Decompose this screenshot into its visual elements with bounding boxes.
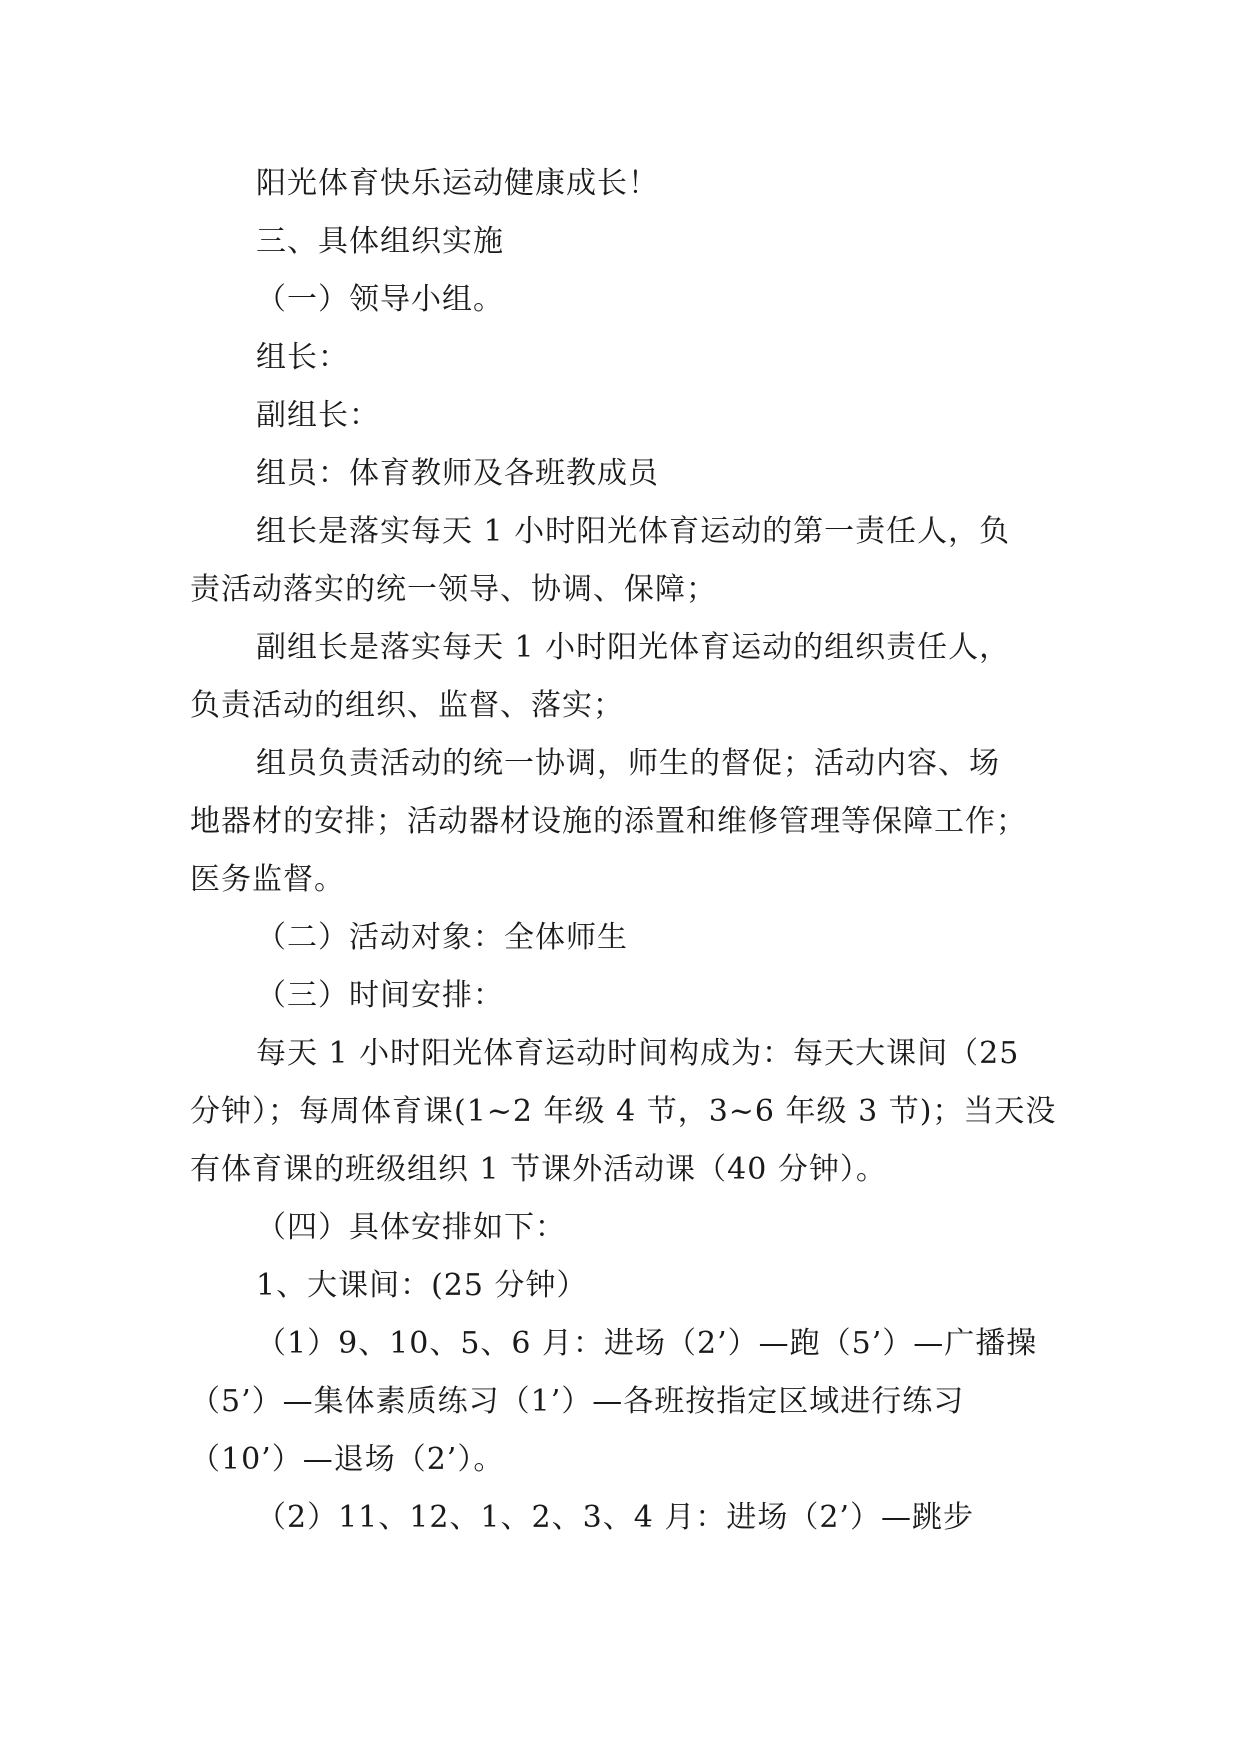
text-line: 组长： [256, 340, 349, 375]
text-line: 有体育课的班级组织 1 节课外活动课（40 分钟）。 [190, 1152, 887, 1187]
text-line: 医务监督。 [190, 862, 345, 897]
text-line: （二）活动对象：全体师生 [256, 920, 628, 955]
text-line: 副组长是落实每天 1 小时阳光体育运动的组织责任人， [256, 630, 1011, 665]
text-line: （三）时间安排： [256, 978, 504, 1013]
text-line: （一）领导小组。 [256, 282, 504, 317]
text-line: （四）具体安排如下： [256, 1210, 566, 1245]
text-line: 地器材的安排；活动器材设施的添置和维修管理等保障工作； [190, 804, 1027, 839]
document-body [190, 155, 1057, 1547]
text-line: 组员：体育教师及各班教成员 [256, 456, 659, 491]
text-line: 阳光体育快乐运动健康成长！ [256, 166, 659, 201]
text-line: （5’）—集体素质练习（1’）—各班按指定区域进行练习 [190, 1384, 965, 1419]
text-line: （2）11、12、1、2、3、4 月：进场（2’）—跳步 [256, 1500, 974, 1535]
text-line: 副组长： [256, 398, 380, 433]
text-line: 责活动落实的统一领导、协调、保障； [190, 572, 717, 607]
text-line: 组员负责活动的统一协调，师生的督促；活动内容、场 [256, 746, 1000, 781]
text-line: 组长是落实每天 1 小时阳光体育运动的第一责任人，负 [256, 514, 1011, 549]
text-line: 每天 1 小时阳光体育运动时间构成为：每天大课间（25 [256, 1036, 1020, 1071]
text-line: （10’）—退场（2’）。 [190, 1442, 505, 1477]
text-line: 1、大课间：(25 分钟） [256, 1268, 588, 1303]
text-line: （1）9、10、5、6 月：进场（2’）—跑（5’）—广播操 [256, 1326, 1038, 1361]
text-line: 分钟）；每周体育课(1~2 年级 4 节，3~6 年级 3 节)；当天没 [190, 1094, 1057, 1129]
text-line: 负责活动的组织、监督、落实； [190, 688, 624, 723]
text-line: 三、具体组织实施 [256, 224, 504, 259]
